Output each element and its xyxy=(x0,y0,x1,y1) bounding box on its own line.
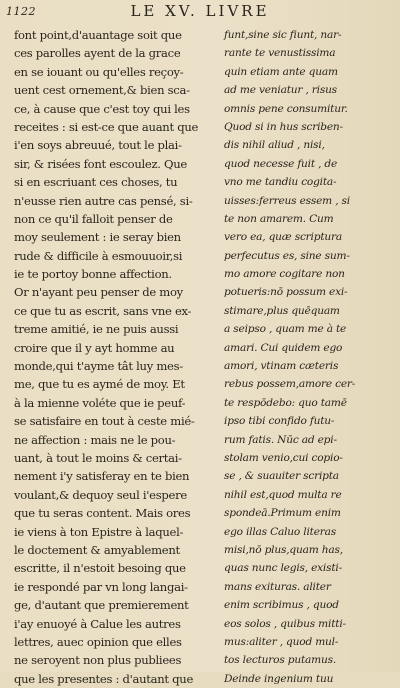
latin-text-line: a seipso , quam me à te xyxy=(224,323,347,336)
latin-text-line: rum fatis. Nūc ad epi- xyxy=(224,433,337,446)
latin-text-line: quin etiam ante quam xyxy=(224,65,338,78)
french-text-line: ne affection : mais ne le pou- xyxy=(14,432,176,447)
french-text-line: si en escriuant ces choses, tu xyxy=(14,175,178,190)
french-text-line: escritte, il n'estoit besoing que xyxy=(14,561,186,576)
french-text-line: treme amitié, ie ne puis aussi xyxy=(14,322,179,337)
french-text-line: i'en soys abreuué, tout le plai- xyxy=(14,138,182,153)
french-text-line: ie te portoy bonne affection. xyxy=(14,267,172,282)
latin-text-line: quas nunc legis, existi- xyxy=(224,562,342,575)
latin-text-line: quod necesse fuit , de xyxy=(224,157,338,170)
latin-text-line: ipso tibi confido futu- xyxy=(224,415,335,428)
french-text-line: ie respondé par vn long langai- xyxy=(14,579,188,594)
latin-text-line: stolam venio,cui copio- xyxy=(224,451,343,464)
french-text-line: croire que il y ayt homme au xyxy=(14,340,175,355)
french-text-line: ge, d'autant que premierement xyxy=(14,598,189,613)
latin-text-line: tos lecturos putamus. xyxy=(224,654,337,667)
french-text-line: i'ay enuoyé à Calue les autres xyxy=(14,616,181,631)
french-text-line: receites : si est-ce que auant que xyxy=(14,119,199,134)
french-text-line: nement i'y satisferay en te bien xyxy=(14,469,190,484)
french-text-line: se satisfaire en tout à ceste mié- xyxy=(14,414,195,429)
french-text-line: Or n'ayant peu penser de moy xyxy=(14,285,183,300)
latin-text-line: amori, vtinam cæteris xyxy=(224,360,339,373)
latin-text-line: Deinde ingenium tuu xyxy=(224,672,334,685)
latin-text-line: te non amarem. Cum xyxy=(224,212,334,225)
french-text-line: sir, & risées font escoulez. Que xyxy=(14,156,187,171)
french-text-column xyxy=(14,26,220,688)
latin-text-line: spondeā.Primum enim xyxy=(224,507,341,520)
latin-text-column xyxy=(224,26,398,688)
latin-text-line: omnis pene consumitur. xyxy=(224,102,348,115)
french-text-line: ce que tu as escrit, sans vne ex- xyxy=(14,303,192,318)
latin-text-line: se , & suauiter scripta xyxy=(224,470,339,483)
latin-text-line: perfecutus es, sine sum- xyxy=(224,249,350,262)
latin-text-line: stimare,plus quēquam xyxy=(224,304,340,317)
latin-text-line: rebus possem,amore cer- xyxy=(224,378,356,391)
french-text-line: non ce qu'il falloit penser de xyxy=(14,211,173,226)
latin-text-line: mus:aliter , quod mul- xyxy=(224,635,339,648)
page-header xyxy=(0,2,400,24)
french-text-line: que tu seras content. Mais ores xyxy=(14,506,191,521)
french-text-line: ne seroyent non plus publiees xyxy=(14,653,182,668)
latin-text-line: misi,nō plus,quam has, xyxy=(224,543,343,556)
french-text-line: le doctement & amyablement xyxy=(14,542,180,557)
latin-text-line: vero ea, quæ scriptura xyxy=(224,231,342,244)
latin-text-line: Quod si in hus scriben- xyxy=(224,120,343,133)
latin-text-line: uisses:ferreus essem , si xyxy=(224,194,350,207)
latin-text-line: nihil est,quod multa re xyxy=(224,488,342,501)
latin-text-line: mans exituras. aliter xyxy=(224,580,331,593)
french-text-line: à la mienne voléte que ie peuf- xyxy=(14,395,186,410)
latin-text-line: potueris:nō possum exi- xyxy=(224,286,348,299)
french-text-line: que les presentes : d'autant que xyxy=(14,671,194,686)
latin-text-line: ego illas Caluo literas xyxy=(224,525,336,538)
french-text-line: monde,qui t'ayme tât luy mes- xyxy=(14,359,183,374)
french-text-line: en se iouant ou qu'elles reçoy- xyxy=(14,64,184,79)
latin-text-line: dis nihil aliud , nisi, xyxy=(224,139,325,152)
french-text-line: voulant,& dequoy seul i'espere xyxy=(14,487,187,502)
french-text-line: ce, à cause que c'est toy qui les xyxy=(14,101,190,116)
french-text-line: ie viens à ton Epistre à laquel- xyxy=(14,524,184,539)
french-text-line: ces parolles ayent de la grace xyxy=(14,46,181,61)
latin-text-line: funt,sine sic fiunt, nar- xyxy=(224,29,342,41)
running-title: LE XV. LIVRE xyxy=(130,2,270,20)
french-text-line: rude & difficile à esmouuoir,si xyxy=(14,248,183,263)
french-text-line: font point,d'auantage soit que xyxy=(14,28,182,42)
page-number: 1122 xyxy=(6,5,36,18)
latin-text-line: enim scribimus , quod xyxy=(224,599,339,612)
french-text-line: uant, à tout le moins & certai- xyxy=(14,450,182,465)
latin-text-line: vno me tandiu cogita- xyxy=(224,176,337,189)
french-text-line: lettres, auec opinion que elles xyxy=(14,634,182,649)
latin-text-line: amari. Cui quidem ego xyxy=(224,341,343,354)
french-text-line: me, que tu es aymé de moy. Et xyxy=(14,377,185,392)
french-text-line: uent cest ornement,& bien sca- xyxy=(14,83,190,98)
latin-text-line: ad me veniatur , risus xyxy=(224,84,337,97)
latin-text-line: rante te venustissima xyxy=(224,47,336,60)
french-text-line: n'eusse rien autre cas pensé, si- xyxy=(14,193,193,208)
latin-text-line: mo amore cogitare non xyxy=(224,268,345,281)
french-text-line: moy seulement : ie seray bien xyxy=(14,230,181,245)
latin-text-line: te respōdebo: quo tamē xyxy=(224,396,347,409)
latin-text-line: eos solos , quibus mitti- xyxy=(224,617,346,630)
